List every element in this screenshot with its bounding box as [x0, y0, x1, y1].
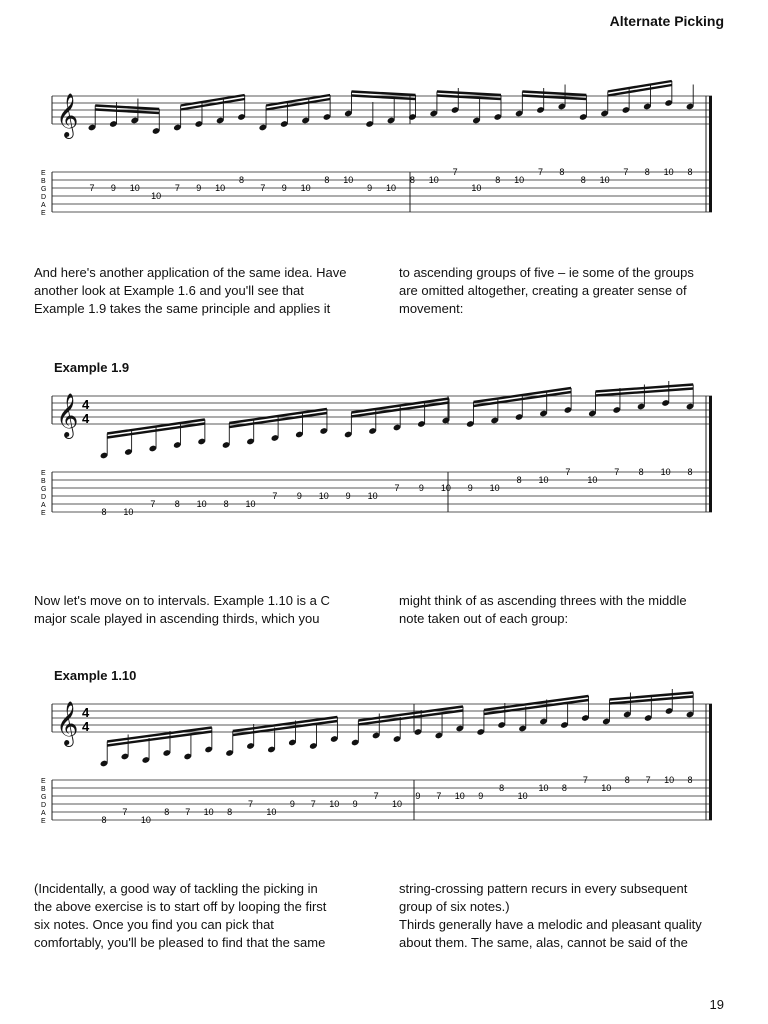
treble-clef: 𝄞	[56, 95, 79, 137]
tab-fret-number: 8	[644, 167, 650, 177]
music-system-3	[41, 690, 712, 847]
tab-fret-number: 7	[537, 167, 544, 177]
text-line: Now let's move on to intervals. Example 1.10 is a C	[34, 593, 330, 608]
tab-string-name: A	[41, 810, 46, 817]
example-label: Example 1.10	[54, 668, 137, 683]
text-line: group of six notes.)	[399, 899, 510, 914]
tab-fret-number: 8	[238, 175, 245, 185]
tab-fret-number: 10	[660, 467, 671, 477]
tab-fret-number: 9	[110, 183, 116, 193]
paragraph	[399, 880, 725, 952]
tab-fret-number: 9	[296, 491, 302, 501]
tab-fret-number: 8	[174, 499, 180, 509]
tab-fret-number: 8	[561, 783, 567, 793]
treble-clef: 𝄞	[56, 703, 79, 745]
tab-fret-number: 10	[517, 791, 528, 801]
tab-fret-number: 10	[663, 167, 674, 177]
tab-fret-number: 10	[343, 175, 354, 185]
tab-fret-number: 10	[318, 491, 329, 501]
tab-string-name: E	[41, 210, 46, 217]
paragraph	[34, 880, 360, 952]
beam	[95, 106, 159, 110]
tab-fret-number: 10	[471, 183, 482, 193]
paragraph	[34, 592, 360, 628]
tab-fret-number: 7	[623, 167, 629, 177]
tab-fret-number: 8	[495, 175, 501, 185]
tab-fret-number: 8	[499, 783, 505, 793]
tab-fret-number: 7	[565, 467, 571, 477]
tab-fret-number: 9	[415, 791, 421, 801]
tab-fret-number: 8	[101, 815, 107, 825]
text-line: to ascending groups of five – ie some of the groups	[399, 265, 694, 280]
text-line: And here's another application of the same idea. Have	[34, 265, 347, 280]
tab-fret-number: 9	[281, 183, 287, 193]
tab-fret-number: 10	[140, 815, 151, 825]
tab-fret-number: 9	[352, 799, 358, 809]
tab-fret-number: 8	[164, 807, 170, 817]
tab-fret-number: 10	[215, 183, 226, 193]
tab-fret-number: 10	[245, 499, 256, 509]
tab-fret-number: 9	[418, 483, 424, 493]
tab-fret-number: 10	[587, 475, 598, 485]
tab-fret-number: 8	[223, 499, 229, 509]
tab-string-name: G	[41, 186, 47, 193]
beam	[437, 92, 501, 96]
time-signature-top: 4	[82, 705, 90, 720]
tab-fret-number: 10	[454, 791, 465, 801]
tab-fret-number: 10	[385, 183, 397, 193]
text-line: six notes. Once you find you can pick that	[34, 917, 274, 932]
time-signature-bottom: 4	[82, 411, 90, 426]
tab-fret-number: 10	[601, 783, 612, 793]
tab-fret-number: 8	[101, 507, 107, 517]
tab-fret-number: 8	[687, 167, 693, 177]
tab-fret-number: 7	[436, 791, 442, 801]
tab-fret-number: 10	[428, 175, 439, 185]
text-line: Example 1.9 takes the same principle and applies it	[34, 301, 331, 316]
tab-fret-number: 7	[122, 807, 128, 817]
final-barline-thick	[709, 96, 712, 212]
tab-fret-number: 8	[324, 175, 330, 185]
tab-string-name: B	[41, 178, 46, 185]
final-barline-thick	[709, 704, 712, 820]
tab-fret-number: 7	[247, 799, 254, 809]
text-line: note taken out of each group:	[399, 611, 569, 626]
tab-fret-number: 7	[272, 491, 278, 501]
text-line: might think of as ascending threes with the middle	[399, 593, 687, 608]
tab-fret-number: 10	[599, 175, 610, 185]
tab-fret-number: 8	[687, 775, 693, 785]
tab-fret-number: 8	[559, 167, 565, 177]
tab-fret-number: 8	[227, 807, 233, 817]
tab-fret-number: 7	[150, 499, 156, 509]
notation-and-tab	[41, 690, 712, 842]
tab-fret-number: 10	[151, 191, 162, 201]
tab-fret-number: 7	[394, 483, 400, 493]
paragraph	[399, 264, 725, 318]
tab-fret-number: 10	[538, 475, 549, 485]
tab-fret-number: 9	[367, 183, 373, 193]
tab-fret-number: 9	[478, 791, 484, 801]
paragraph	[34, 264, 360, 318]
tab-string-name: B	[41, 786, 46, 793]
tab-fret-number: 10	[329, 799, 340, 809]
tab-fret-number: 10	[266, 807, 277, 817]
tab-string-name: D	[41, 802, 47, 809]
tab-fret-number: 10	[489, 483, 500, 493]
tab-string-name: D	[41, 494, 47, 501]
tab-fret-number: 10	[196, 499, 207, 509]
tab-string-name: E	[41, 470, 46, 477]
running-header: Alternate Picking	[609, 13, 724, 29]
tab-fret-number: 7	[645, 775, 651, 785]
tab-string-name: B	[41, 478, 46, 485]
tab-fret-number: 8	[580, 175, 586, 185]
tab-fret-number: 8	[687, 467, 693, 477]
music-system-1	[41, 82, 712, 237]
beam	[522, 92, 586, 96]
text-line: (Incidentally, a good way of tackling the picking in	[34, 881, 318, 896]
tab-fret-number: 10	[367, 491, 378, 501]
tab-string-name: G	[41, 794, 47, 801]
paragraph	[399, 592, 725, 628]
tab-fret-number: 7	[614, 467, 620, 477]
music-system-2	[41, 382, 712, 539]
final-barline-thick	[709, 396, 712, 512]
tab-string-name: G	[41, 486, 47, 493]
tab-string-name: E	[41, 818, 46, 825]
tab-fret-number: 10	[664, 775, 675, 785]
text-line: about them. The same, alas, cannot be said of the	[399, 935, 688, 950]
tab-string-name: E	[41, 510, 46, 517]
tab-fret-number: 10	[300, 183, 311, 193]
tab-string-name: E	[41, 778, 46, 785]
tab-fret-number: 10	[538, 783, 549, 793]
tab-fret-number: 10	[203, 807, 214, 817]
tab-fret-number: 10	[514, 175, 525, 185]
text-line: string-crossing pattern recurs in every subsequent	[399, 881, 688, 896]
tab-fret-number: 7	[582, 775, 588, 785]
text-line: major scale played in ascending thirds, which you	[34, 611, 320, 626]
page-number: 19	[709, 997, 724, 1012]
tab-fret-number: 7	[310, 799, 316, 809]
tab-fret-number: 9	[196, 183, 202, 193]
tab-string-name: D	[41, 194, 47, 201]
tab-fret-number: 10	[440, 483, 451, 493]
tab-fret-number: 9	[467, 483, 473, 493]
beam	[351, 92, 415, 96]
tab-fret-number: 7	[185, 807, 191, 817]
tab-fret-number: 8	[516, 475, 522, 485]
text-line: the above exercise is to start off by looping the first	[34, 899, 327, 914]
tab-fret-number: 7	[373, 791, 379, 801]
text-line: are omitted altogether, creating a greater sense of	[399, 283, 687, 298]
tab-fret-number: 9	[345, 491, 351, 501]
tab-fret-number: 10	[129, 183, 140, 193]
tab-fret-number: 7	[174, 183, 180, 193]
tab-string-name: A	[41, 202, 46, 209]
tab-fret-number: 9	[289, 799, 295, 809]
tab-fret-number: 10	[391, 799, 403, 809]
text-line: comfortably, you'll be pleased to find that the same	[34, 935, 326, 950]
example-label: Example 1.9	[54, 360, 130, 375]
text-line: Thirds generally have a melodic and pleasant quality	[399, 917, 702, 932]
notation-and-tab	[41, 82, 712, 232]
tab-fret-number: 8	[638, 467, 644, 477]
treble-clef: 𝄞	[56, 395, 79, 437]
tab-string-name: E	[41, 170, 46, 177]
text-line: movement:	[399, 301, 464, 316]
tab-string-name: A	[41, 502, 46, 509]
tab-fret-number: 7	[89, 183, 95, 193]
tab-fret-number: 8	[624, 775, 630, 785]
tab-fret-number: 10	[123, 507, 134, 517]
notation-and-tab	[41, 382, 712, 534]
tab-fret-number: 7	[452, 167, 458, 177]
tab-fret-number: 8	[409, 175, 415, 185]
tab-fret-number: 7	[260, 183, 266, 193]
time-signature-top: 4	[82, 397, 90, 412]
time-signature-bottom: 4	[82, 719, 90, 734]
text-line: another look at Example 1.6 and you'll see that	[34, 283, 304, 298]
